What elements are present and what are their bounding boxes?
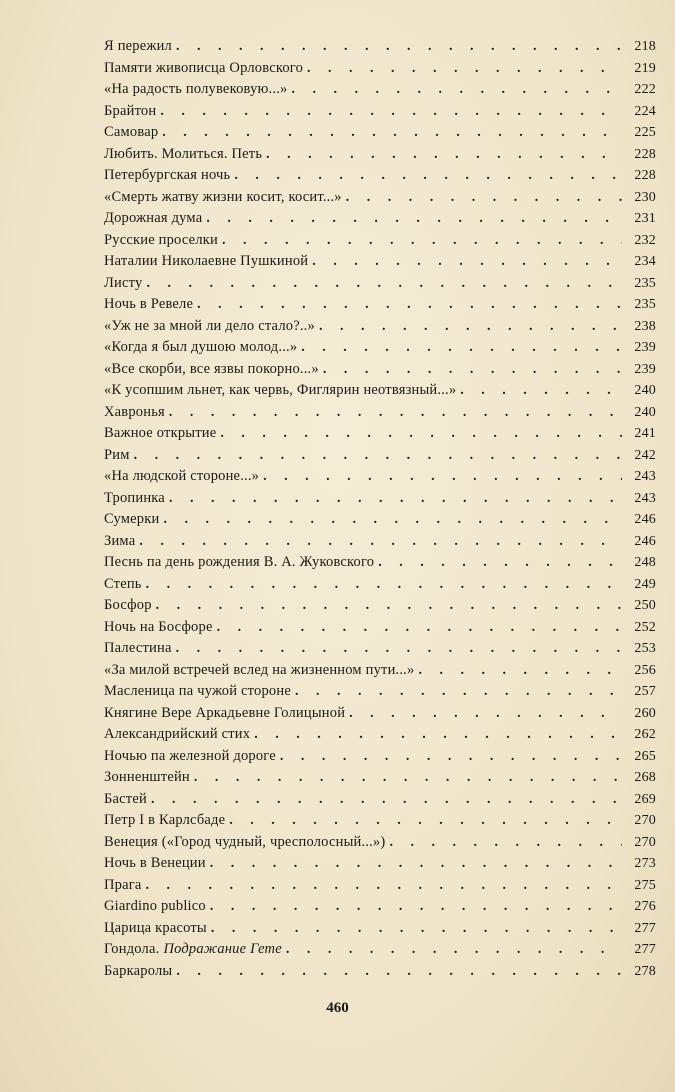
toc-entry-page: 269: [634, 791, 656, 807]
toc-entry-page: 246: [634, 512, 656, 527]
toc-entry-title: Александрийский стих: [104, 726, 251, 742]
toc-entry-title: Степь: [104, 575, 142, 592]
toc-entry-page: 250: [634, 598, 656, 613]
dot-leader: [176, 964, 622, 980]
toc-entry-title: Песнь па день рождения В. А. Жуковского: [104, 554, 375, 570]
toc-entry-title: Палестина: [104, 640, 172, 656]
toc-entry-title: Ночью па железной дороге: [104, 747, 276, 764]
dot-leader: [194, 770, 622, 786]
toc-entry: [104, 920, 656, 942]
toc-entry-page: 260: [634, 705, 656, 721]
toc-entry: [104, 963, 656, 985]
toc-entry: [104, 834, 656, 856]
toc-entry-title: «Когда я был душою молод...»: [104, 339, 298, 355]
toc-entry: [104, 382, 656, 404]
dot-leader: [280, 749, 622, 765]
toc-entry: [104, 339, 656, 361]
dot-leader: [151, 792, 622, 808]
toc-entry-title: Прага: [104, 876, 142, 893]
dot-leader: [229, 813, 622, 829]
toc-entry-page: 224: [634, 103, 656, 119]
toc-entry: [104, 296, 656, 318]
toc-entry-page: 243: [634, 469, 656, 484]
toc-entry: [104, 597, 656, 619]
toc-entry: [104, 941, 656, 963]
toc-entry-title: Царица красоты: [104, 919, 207, 936]
toc-entry: [104, 447, 656, 469]
dot-leader: [206, 211, 622, 227]
dot-leader: [156, 598, 622, 614]
toc-entry: [104, 468, 656, 490]
toc-entry-page: 262: [634, 727, 656, 742]
toc-entry-title: Ночь в Ревеле: [104, 296, 194, 312]
toc-entry-title: Гондола.: [104, 941, 160, 957]
toc-entry-page: 277: [634, 920, 656, 936]
toc-entry-title: «К усопшим льнет, как червь, Фиглярин неотвязный...»: [104, 382, 457, 398]
dot-leader: [169, 491, 622, 507]
toc-entry-page: 242: [634, 447, 656, 463]
toc-entry-title: Giardino publico: [104, 898, 206, 914]
toc-entry-title: «Смерть жатву жизни косит, косит...»: [104, 188, 342, 205]
toc-entry: [104, 404, 656, 426]
toc-entry-page: 270: [634, 834, 656, 850]
toc-entry-page: 228: [634, 168, 656, 183]
toc-entry-page: 218: [634, 39, 656, 54]
toc-entry-title: Листу: [104, 274, 143, 291]
toc-entry-title: Сумерки: [104, 511, 160, 527]
toc-entry-page: 232: [634, 232, 656, 248]
toc-entry-title: Любить. Молиться. Петь: [104, 145, 263, 162]
toc-entry-page: 252: [634, 619, 656, 635]
toc-entry-title: Дорожная дума: [104, 210, 203, 226]
toc-entry-page: 256: [634, 662, 656, 678]
dot-leader: [211, 921, 622, 937]
toc-entry-page: 230: [634, 189, 656, 205]
toc-entry-page: 231: [634, 211, 656, 226]
toc-entry-title: Тропинка: [104, 489, 165, 506]
dot-leader: [301, 340, 622, 356]
toc-entry-title: Княгине Вере Аркадьевне Голицыной: [104, 704, 346, 721]
toc-entry: [104, 210, 656, 232]
toc-entry: [104, 167, 656, 189]
toc-entry-page: 239: [634, 340, 656, 355]
dot-leader: [254, 727, 622, 743]
toc-entry-title: «Все скорби, все язвы покорно...»: [104, 360, 319, 377]
dot-leader: [266, 147, 622, 163]
toc-entry-page: 276: [634, 899, 656, 914]
dot-leader: [176, 641, 622, 657]
dot-leader: [378, 555, 622, 571]
toc-entry-title: «На радость полувековую...»: [104, 81, 288, 97]
toc-entry: [104, 81, 656, 103]
toc-entry: [104, 705, 656, 727]
toc-entry-page: 257: [634, 684, 656, 699]
toc-entry: [104, 640, 656, 662]
toc-entry-page: 278: [634, 963, 656, 979]
toc-entry-title: Ночь в Венеции: [104, 855, 206, 871]
toc-entry-title: Я пережил: [104, 38, 172, 54]
toc-entry-title: Баркаролы: [104, 962, 173, 979]
toc-entry-title: Зима: [104, 532, 136, 549]
toc-entry-page: 235: [634, 275, 656, 291]
dot-leader: [292, 82, 623, 98]
toc-entry-title: Ночь на Босфоре: [104, 618, 213, 635]
toc-entry-title: Наталии Николаевне Пушкиной: [104, 253, 309, 269]
toc-entry: [104, 533, 656, 555]
toc-entry: [104, 103, 656, 125]
page-number: 460: [326, 1000, 349, 1016]
toc-entry: [104, 877, 656, 899]
dot-leader: [295, 684, 622, 700]
toc-entry: [104, 769, 656, 791]
toc-entry-title: Важное открытие: [104, 425, 217, 441]
toc-entry-page: 240: [634, 404, 656, 420]
toc-entry: [104, 619, 656, 641]
dot-leader: [146, 878, 622, 894]
toc-entry-title: Петр I в Карлсбаде: [104, 812, 226, 828]
toc-entry-title: «За милой встречей вслед на жизненном пути...»: [104, 661, 415, 678]
toc-entry: [104, 318, 656, 340]
toc-entry: [104, 232, 656, 254]
toc-entry-page: 234: [634, 254, 656, 269]
dot-leader: [134, 448, 622, 464]
dot-leader: [139, 534, 622, 550]
toc-entry-title: Венеция («Город чудный, чресполосный...»): [104, 833, 386, 850]
dot-leader: [286, 942, 622, 958]
toc-entry-title: Масленица па чужой стороне: [104, 683, 291, 699]
toc-entry: [104, 253, 656, 275]
toc-entry-page: 270: [634, 813, 656, 828]
toc-entry-page: 225: [634, 125, 656, 140]
toc-entry-page: 228: [634, 146, 656, 162]
toc-entry: [104, 38, 656, 60]
toc-entry: [104, 511, 656, 533]
toc-entry: [104, 124, 656, 146]
toc-entry: [104, 791, 656, 813]
dot-leader: [146, 577, 622, 593]
toc-entry-title: Русские проселки: [104, 231, 218, 248]
toc-entry-page: 235: [634, 297, 656, 312]
toc-entry: [104, 60, 656, 82]
toc-entry-page: 219: [634, 60, 656, 76]
toc-entry-title: Брайтон: [104, 102, 157, 119]
toc-entry: [104, 748, 656, 770]
toc-entry-page: 239: [634, 361, 656, 377]
dot-leader: [349, 706, 622, 722]
dot-leader: [234, 168, 622, 184]
toc-entry-title: Бастей: [104, 790, 147, 807]
dot-leader: [319, 319, 622, 335]
toc-entry: [104, 662, 656, 684]
toc-entry: [104, 812, 656, 834]
toc-entry-page: 246: [634, 533, 656, 549]
toc-entry-page: 268: [634, 770, 656, 785]
toc-entry-title: «Уж не за мной ли дело стало?..»: [104, 317, 315, 334]
toc-entry: [104, 576, 656, 598]
toc-entry-page: 222: [634, 82, 656, 97]
dot-leader: [197, 297, 622, 313]
toc-entry: [104, 726, 656, 748]
dot-leader: [307, 61, 622, 77]
toc-entry-title: Хавронья: [104, 403, 165, 420]
dot-leader: [323, 362, 622, 378]
toc-entry-title: «На людской стороне...»: [104, 468, 260, 484]
toc-entry: [104, 275, 656, 297]
toc-entry-page: 253: [634, 641, 656, 656]
toc-entry-page: 249: [634, 576, 656, 592]
toc-entry-title: Самовар: [104, 124, 159, 140]
toc-entry-page: 275: [634, 877, 656, 893]
toc-entry: [104, 146, 656, 168]
toc-entry-page: 248: [634, 555, 656, 570]
toc-entry-title: Босфор: [104, 597, 152, 613]
toc-entry-page: 273: [634, 856, 656, 871]
toc-entry-page: 243: [634, 490, 656, 506]
toc-entry: [104, 683, 656, 705]
dot-leader: [146, 276, 622, 292]
dot-leader: [312, 254, 622, 270]
dot-leader: [163, 512, 622, 528]
toc-entry-page: 238: [634, 318, 656, 334]
dot-leader: [418, 663, 622, 679]
dot-leader: [210, 856, 622, 872]
dot-leader: [389, 835, 622, 851]
dot-leader: [220, 426, 622, 442]
toc-entry-page: 265: [634, 748, 656, 764]
dot-leader: [217, 620, 622, 636]
toc-entry-title: Памяти живописца Орловского: [104, 59, 304, 76]
toc-entry: [104, 855, 656, 877]
dot-leader: [176, 39, 622, 55]
toc-entry-title: Петербургская ночь: [104, 167, 231, 183]
toc-entry-page: 277: [634, 942, 656, 957]
toc-entry-page: 240: [634, 383, 656, 398]
toc-entry-subtitle: Подражание Гете: [163, 941, 282, 957]
toc-entry: [104, 425, 656, 447]
toc-entry-title: Зонненштейн: [104, 769, 190, 785]
toc-entry-page: 241: [634, 426, 656, 441]
dot-leader: [263, 469, 622, 485]
dot-leader: [162, 125, 622, 141]
dot-leader: [346, 190, 622, 206]
toc-entry: [104, 554, 656, 576]
toc-entry: [104, 490, 656, 512]
dot-leader: [460, 383, 622, 399]
toc-entry: [104, 898, 656, 920]
toc-entry: [104, 361, 656, 383]
toc-entry: [104, 189, 656, 211]
toc-entry-title: Рим: [104, 446, 130, 463]
dot-leader: [169, 405, 622, 421]
dot-leader: [210, 899, 622, 915]
table-of-contents: [104, 38, 656, 984]
dot-leader: [160, 104, 622, 120]
dot-leader: [222, 233, 622, 249]
